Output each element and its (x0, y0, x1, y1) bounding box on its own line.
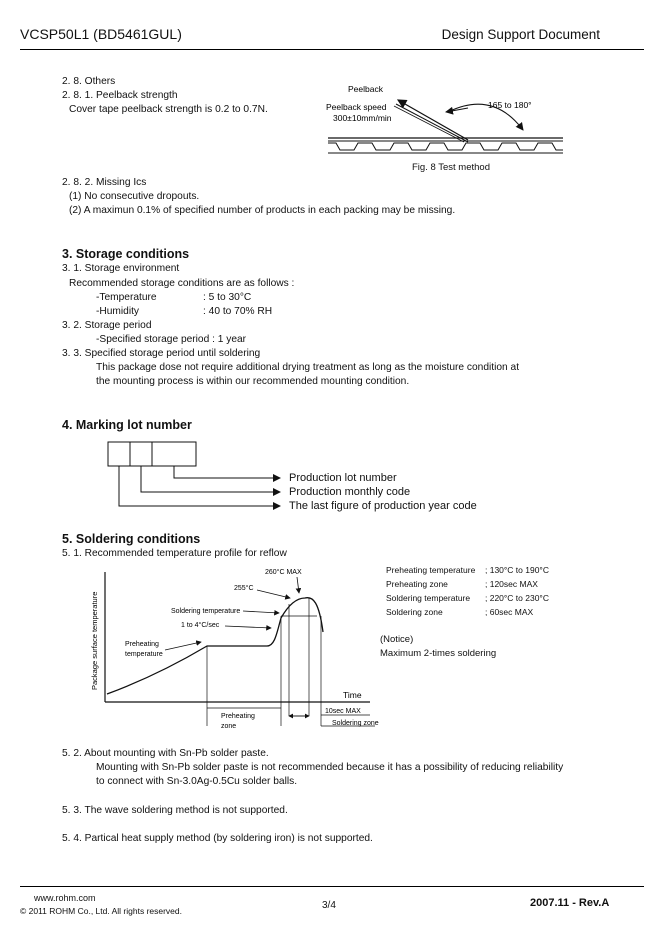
x-axis-label: Time (343, 690, 362, 700)
section-4-heading: 4. Marking lot number (62, 418, 192, 432)
section-5-2-heading: 5. 2. About mounting with Sn-Pb solder paste. (62, 748, 269, 759)
peak-max-label: 260°C MAX (265, 569, 302, 576)
year-code-label: The last figure of production year code (289, 500, 477, 512)
preheat-zone-label-1: Preheating (221, 713, 255, 720)
peelback-strength-text: Cover tape peelback strength is 0.2 to 0.7N. (69, 104, 268, 115)
reflow-profile-chart (85, 562, 380, 738)
section-5-heading: 5. Soldering conditions (62, 532, 201, 546)
figure-caption: Fig. 8 Test method (412, 162, 490, 173)
storage-paragraph-2: the mounting process is within our recommended mounting condition. (96, 376, 410, 387)
fig-peelback-label: Peelback (348, 84, 383, 94)
section-2-8-1-heading: 2. 8. 1. Peelback strength (62, 90, 178, 101)
y-axis-label: Package surface temperature (90, 591, 99, 690)
fig-angle-label: 165 to 180° (488, 100, 532, 110)
document-type: Design Support Document (441, 27, 600, 42)
spec-label-3: Soldering zone (386, 607, 443, 617)
missing-ics-item-2: (2) A maximun 0.1% of specified number of products in each packing may be missing. (69, 205, 456, 216)
revision: 2007.11 - Rev.A (530, 897, 610, 909)
monthly-code-label: Production monthly code (289, 486, 411, 498)
spec-label-1: Preheating zone (386, 579, 448, 589)
missing-ics-item-1: (1) No consecutive dropouts. (69, 191, 200, 202)
spec-value-1: ; 120sec MAX (485, 579, 538, 589)
preheat-zone-label-2: zone (221, 723, 237, 730)
spec-value-0: ; 130°C to 190°C (485, 565, 549, 575)
snpb-paragraph-2: to connect with Sn-3.0Ag-0.5Cu solder balls. (96, 776, 298, 787)
snpb-paragraph-1: Mounting with Sn-Pb solder paste is not recommended because it has a possibility of reducing reliability (96, 762, 564, 773)
section-2-8-heading: 2. 8. Others (62, 76, 116, 87)
fig-speed-value: 300±10mm/min (333, 113, 392, 123)
solder-zone-label: Soldering zone (332, 720, 379, 727)
notice-heading: (Notice) (380, 634, 414, 645)
footer-divider (20, 886, 644, 887)
storage-intro: Recommended storage conditions are as follows : (69, 278, 295, 289)
ramp-label: 1 to 4°C/sec (181, 622, 220, 629)
preheat-temp-label-1: Preheating (125, 641, 159, 648)
solder-temp-label: Soldering temperature (171, 608, 241, 615)
spec-value-3: ; 60sec MAX (485, 607, 534, 617)
section-5-1-heading: 5. 1. Recommended temperature profile for reflow (62, 548, 287, 559)
ten-sec-label: 10sec MAX (325, 708, 361, 715)
section-3-heading: 3. Storage conditions (62, 247, 190, 261)
section-5-4-heading: 5. 4. Partical heat supply method (by soldering iron) is not supported. (62, 833, 373, 844)
section-3-1-heading: 3. 1. Storage environment (62, 263, 180, 274)
section-5-3-heading: 5. 3. The wave soldering method is not supported. (62, 805, 288, 816)
t255-label: 255°C (234, 585, 254, 592)
notice-text: Maximum 2-times soldering (380, 648, 497, 659)
humidity-label: -Humidity (96, 306, 140, 317)
spec-label-2: Soldering temperature (386, 593, 471, 603)
spec-value-2: ; 220°C to 230°C (485, 593, 549, 603)
storage-period: -Specified storage period : 1 year (96, 334, 247, 345)
lot-number-label: Production lot number (289, 472, 397, 484)
section-2-8-2-heading: 2. 8. 2. Missing Ics (62, 177, 147, 188)
peelback-test-diagram (318, 80, 568, 158)
storage-paragraph-1: This package dose not require additional drying treatment as long as the moisture condition at (96, 362, 520, 373)
humidity-value: : 40 to 70% RH (203, 306, 273, 317)
document-title: VCSP50L1 (BD5461GUL) (20, 26, 182, 42)
temperature-label: -Temperature (96, 292, 157, 303)
header-divider (20, 49, 644, 50)
section-3-2-heading: 3. 2. Storage period (62, 320, 152, 331)
temperature-value: : 5 to 30°C (203, 292, 252, 303)
page-number: 3/4 (322, 900, 336, 911)
preheat-temp-label-2: temperature (125, 651, 163, 658)
section-3-3-heading: 3. 3. Specified storage period until soldering (62, 348, 261, 359)
spec-label-0: Preheating temperature (386, 565, 476, 575)
fig-speed-label: Peelback speed (326, 102, 387, 112)
footer-copyright: © 2011 ROHM Co., Ltd. All rights reserved. (20, 906, 183, 916)
footer-url[interactable]: www.rohm.com (34, 893, 96, 903)
